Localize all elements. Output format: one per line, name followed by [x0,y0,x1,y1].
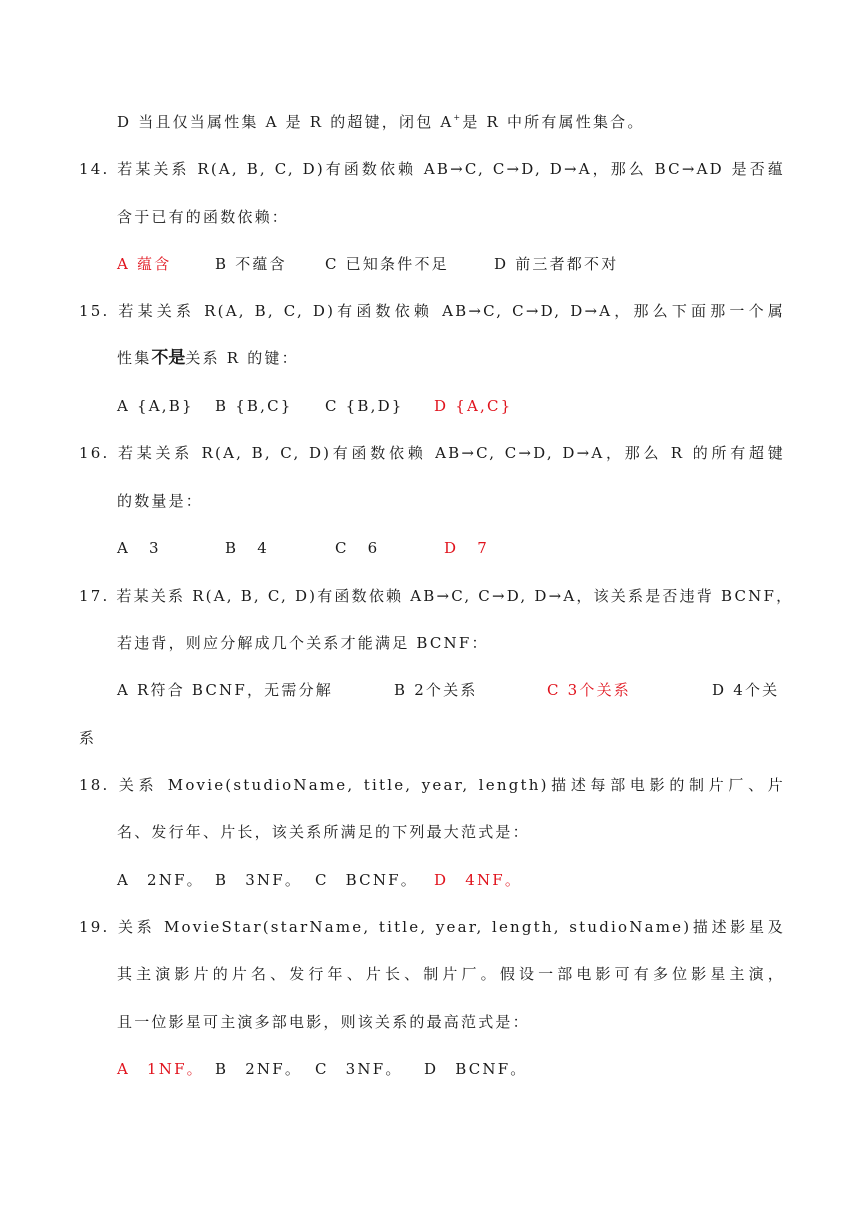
q17-option-b: B 2个关系 [394,681,478,699]
q17-option-d: D 4个关 [712,681,780,699]
q19-option-b: B 2NF。 [215,1060,303,1078]
closure-superscript: + [453,113,463,122]
q15-option-a: A {A,B} [117,397,194,415]
q16-option-d: D 7 [444,539,489,557]
q16-option-b: B 4 [225,539,269,557]
q15-stem-text-end: 关系 R 的键： [185,349,299,367]
q14-stem-line-1: 14. 若某关系 R(A, B, C, D)有函数依赖 AB→C, C→D, D→A，那么 BC→AD 是否蕴 [79,160,785,178]
q19-stem-line-1: 19. 关系 MovieStar(starName, title, year, length, studioName)描述影星及 [79,918,785,936]
q17-stem-line-1: 17. 若某关系 R(A, B, C, D)有函数依赖 AB→C, C→D, D→A，该关系是否违背 BCNF， [79,587,794,605]
q15-option-c: C {B,D} [325,397,404,415]
q18-option-c: C BCNF。 [315,871,418,889]
q17-option-c: C 3个关系 [547,681,631,699]
q18-option-a: A 2NF。 [117,871,204,889]
q18-stem-line-1: 18. 关系 Movie(studioName, title, year, length)描述每部电影的制片厂、片 [79,776,785,794]
q15-option-b: B {B,C} [215,397,293,415]
q17-option-d-wrap: 系 [79,729,97,747]
q17-stem-line-2: 若违背，则应分解成几个关系才能满足 BCNF： [117,634,489,652]
q14-option-a: A 蕴含 [117,255,172,273]
q18-options [117,868,868,892]
q16-options [117,536,868,560]
q15-option-d: D {A,C} [434,397,513,415]
q14-option-d: D 前三者都不对 [494,255,619,273]
q13-option-d [117,110,868,134]
q16-option-c: C 6 [335,539,380,557]
q19-stem-line-2: 其主演影片的片名、发行年、片长、制片厂。假设一部电影可有多位影星主演， [117,965,785,983]
q13-option-d-text: D 当且仅当属性集 A 是 R 的超键，闭包 A [117,113,454,131]
q16-stem-line-2: 的数量是： [117,492,204,510]
q13-option-d-text-end: 是 R 中所有属性集合。 [462,113,645,131]
q14-stem-line-2: 含于已有的函数依赖： [117,208,290,226]
q14-options [117,252,868,276]
q18-option-d: D 4NF。 [434,871,523,889]
q15-stem-line-2 [117,346,868,370]
q19-option-d: D BCNF。 [424,1060,528,1078]
q15-stem-line-1: 15. 若某关系 R(A, B, C, D)有函数依赖 AB→C, C→D, D→A，那么下面那一个属 [79,302,785,320]
q16-option-a: A 3 [117,539,161,557]
q18-option-b: B 3NF。 [215,871,303,889]
q17-options [117,678,868,702]
q16-stem-line-1: 16. 若某关系 R(A, B, C, D)有函数依赖 AB→C, C→D, D→A，那么 R 的所有超键 [79,444,785,462]
q19-stem-line-3: 且一位影星可主演多部电影，则该关系的最高范式是： [117,1013,530,1031]
q19-option-a: A 1NF。 [117,1060,204,1078]
q14-option-c: C 已知条件不足 [325,255,449,273]
q19-option-c: C 3NF。 [315,1060,403,1078]
q15-stem-text: 性集 [117,349,152,367]
q18-stem-line-2: 名、发行年、片长，该关系所满足的下列最大范式是： [117,823,530,841]
q15-emphasis: 不是 [151,348,186,368]
q17-option-a: A R符合 BCNF，无需分解 [117,681,333,699]
q15-options [117,394,868,418]
q14-option-b: B 不蕴含 [215,255,287,273]
q19-options [117,1057,868,1081]
